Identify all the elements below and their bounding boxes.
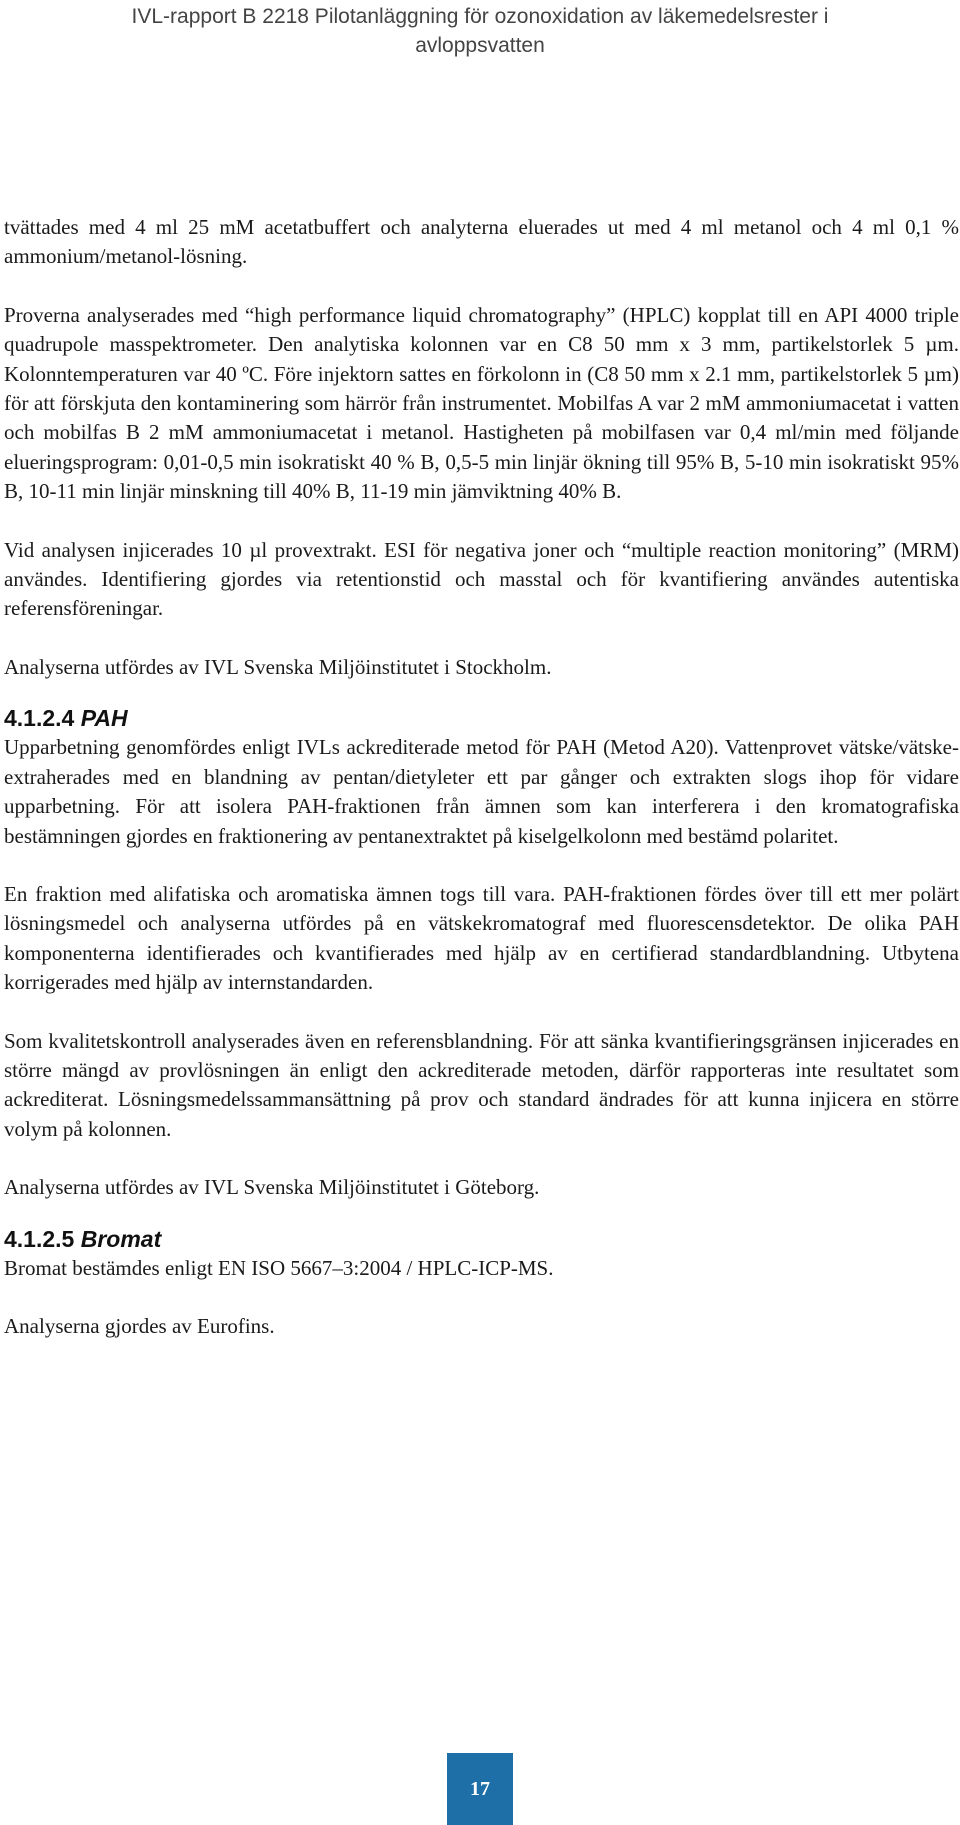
paragraph-lab-eurofins: Analyserna gjordes av Eurofins. (4, 1313, 275, 1338)
page-number: 17 (470, 1777, 490, 1800)
paragraph-lab-goteborg: Analyserna utfördes av IVL Svenska Miljöinstitutet i Göteborg. (4, 1175, 540, 1200)
running-header-line-2: avloppsvatten (415, 34, 545, 57)
section-heading-pah (4, 704, 959, 733)
section-number: 4.1.2.5 (4, 1225, 75, 1252)
paragraph-pah-workup: Upparbetning genomfördes enligt IVLs ackrediterade metod för PAH (Metod A20). Vattenprovet vätske/vätske-extraherades med en blandning av pentan/dietyleter ett par gånger och extrakten slogs ihop för vidare upparbetning. För att isolera PAH-fraktionen från ämnen som kan interferera i den kromatografiska bestämningen gjordes en fraktionering av pentanextraktet på kiselgelkolonn med bestämd polaritet. (4, 735, 959, 848)
paragraph-bromat-method: Bromat bestämdes enligt EN ISO 5667–3:2004 / HPLC-ICP-MS. (4, 1255, 554, 1280)
document-body (4, 213, 959, 1341)
paragraph-injection: Vid analysen injicerades 10 µl provextrakt. ESI för negativa joner och “multiple reaction monitoring” (MRM) användes. Identifiering gjordes via retentionstid och masstal och för kvantifiering användes autentiska referensföreningar. (4, 537, 959, 621)
section-heading-bromat (4, 1225, 959, 1254)
paragraph-hplc-method: Proverna analyserades med “high performance liquid chromatography” (HPLC) kopplat till en API 4000 triple quadrupole masspektrometer. Den analytiska kolonnen var en C8 50 mm x 3 mm, partikelstorlek 5 µm. Kolonntemperaturen var 40 ºC. Före injektorn sattes en förkolonn in (C8 50 mm x 2.1 mm, partikelstorlek 5 µm) för att förskjuta den kontaminering som härrör från instrumentet. Mobilfas A var 2 mM ammoniumacetat i vatten och mobilfas B 2 mM ammoniumacetat i metanol. Hastigheten på mobilfasen var 0,4 ml/min med följande elueringsprogram: 0,01-0,5 min isokratiskt 40 % B, 0,5-5 min linjär ökning till 95% B, 5-10 min isokratiskt 95% B, 10-11 min linjär minskning till 40% B, 11-19 min jämviktning 40% B. (4, 302, 959, 504)
section-number: 4.1.2.4 (4, 705, 75, 732)
running-header-line-1: IVL-rapport B 2218 Pilotanläggning för ozonoxidation av läkemedelsrester i (131, 5, 829, 28)
paragraph-quality-control: Som kvalitetskontroll analyserades även en referensblandning. För att sänka kvantifieringsgränsen injicerades en större mängd av provlösningen än enligt den ackrediterade metoden, därför rapporteras inte resultatet som ackrediterat. Lösningsmedelssammansättning på prov och standard ändrades för att kunna injicera en större volym på kolonnen. (4, 1028, 959, 1141)
paragraph-spe-elution: tvättades med 4 ml 25 mM acetatbuffert och analyterna eluerades ut med 4 ml metanol och 4 ml 0,1 % ammonium/metanol-lösning. (4, 215, 959, 269)
running-header (0, 0, 960, 60)
section-title: PAH (80, 705, 128, 732)
page-number-badge (447, 1753, 513, 1825)
paragraph-lab-stockholm: Analyserna utfördes av IVL Svenska Miljöinstitutet i Stockholm. (4, 654, 552, 679)
section-title: Bromat (80, 1225, 162, 1252)
paragraph-pah-fraction: En fraktion med alifatiska och aromatiska ämnen togs till vara. PAH-fraktionen fördes över till ett mer polärt lösningsmedel och analyserna utfördes på en vätskekromatograf med fluorescensdetektor. De olika PAH komponenterna identifierades och kvantifierades med hjälp av en certifierad standardblandning. Utbytena korrigerades med hjälp av internstandarden. (4, 881, 959, 995)
